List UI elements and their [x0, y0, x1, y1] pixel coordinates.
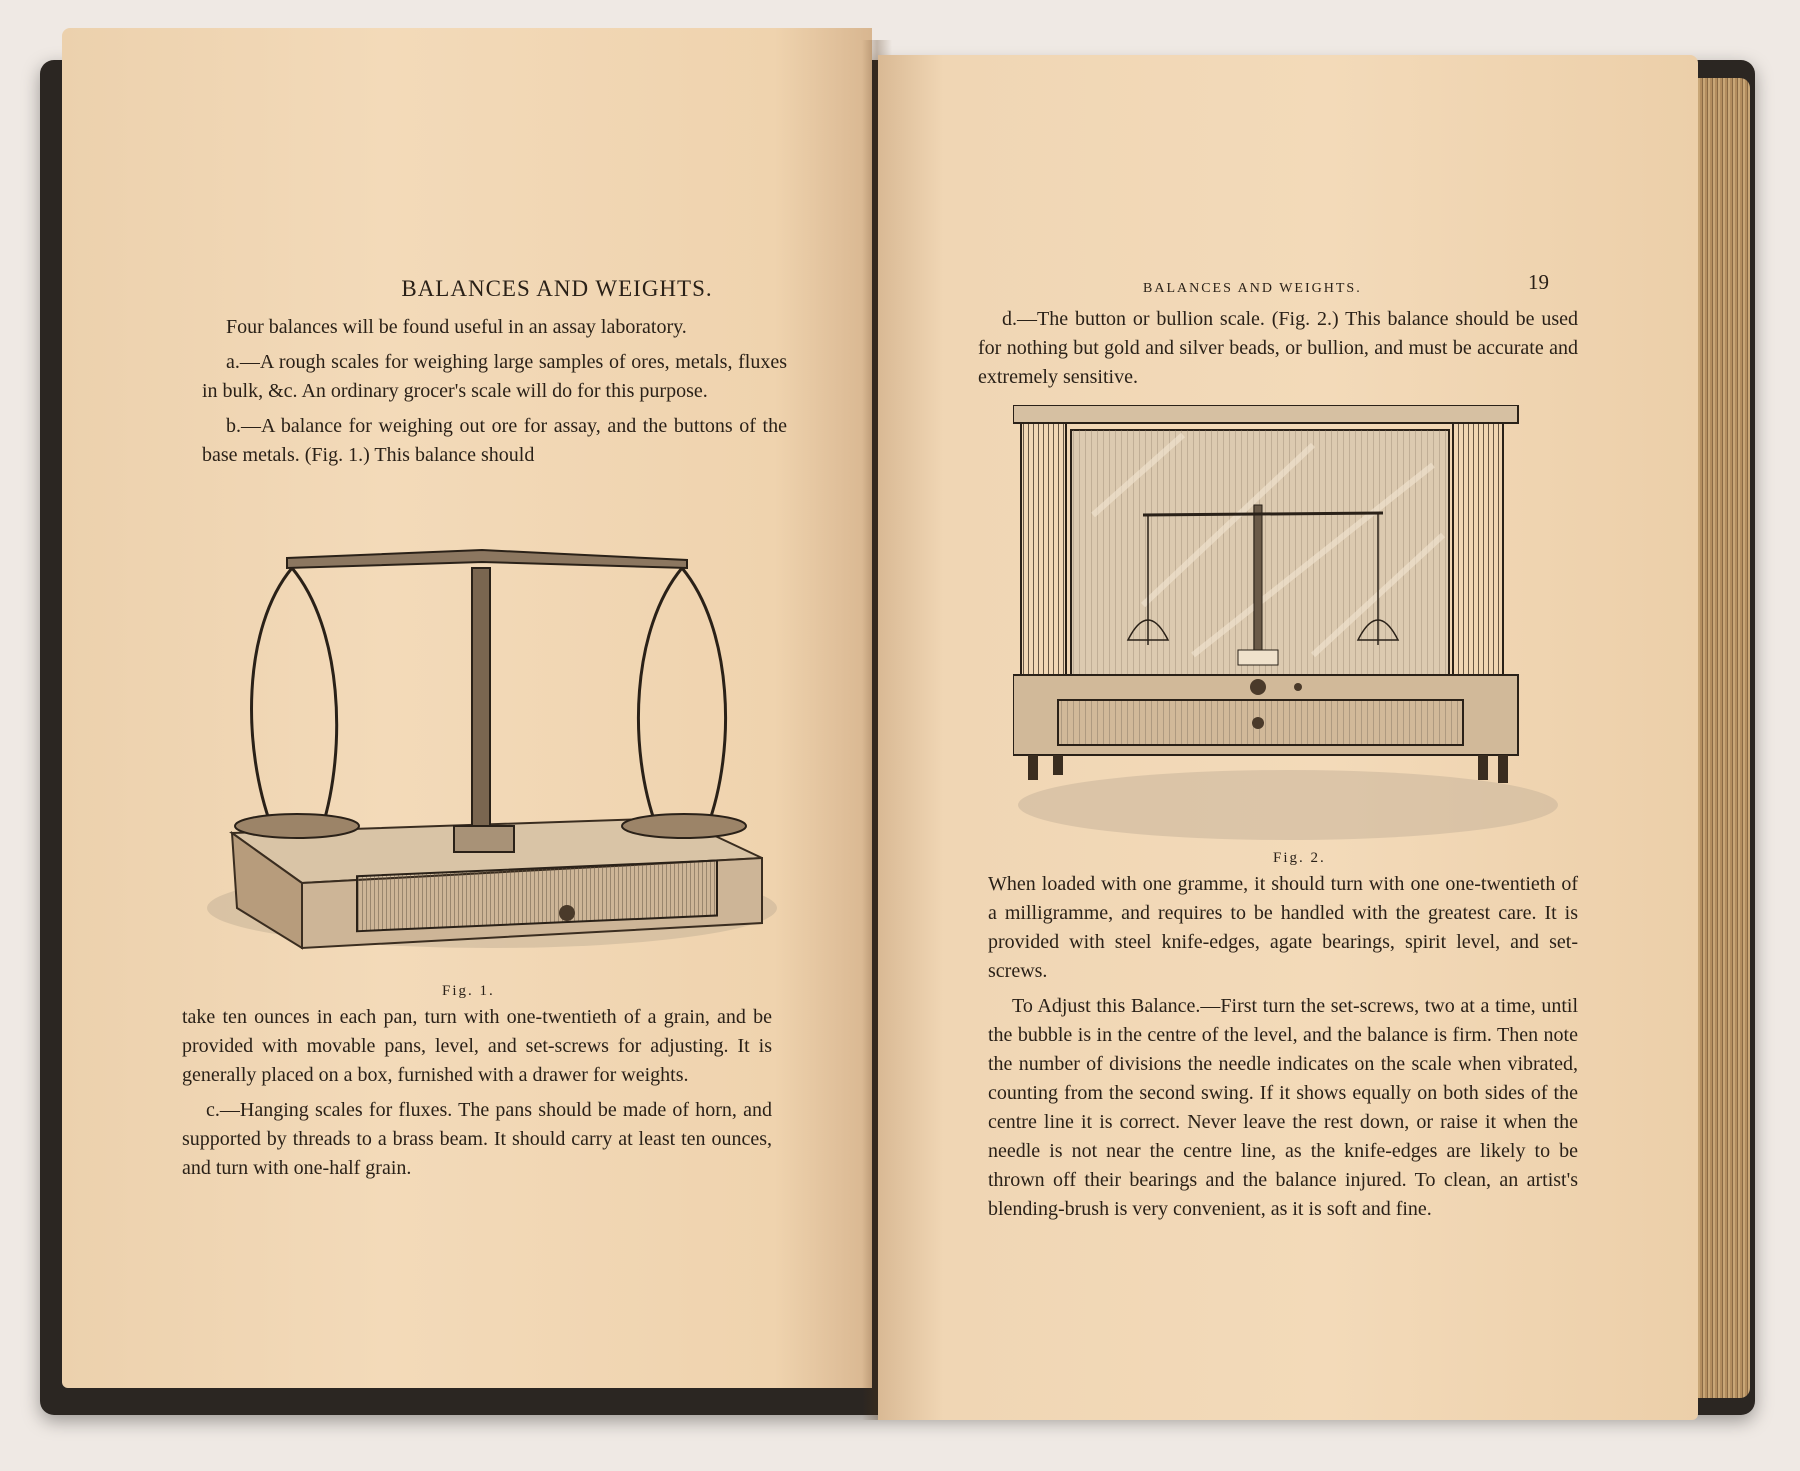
- paragraph-adjust-balance: To Adjust this Balance.—First turn the set-screws, two at a time, until the bubble is in the centre of the level, and the balance is firm. Then note the number of divisions the needle indicates on the scale when vibrated, counting from the second swing. If it shows equally on both sides of the centre line it is correct. Never leave the rest down, or raise it when the needle is not near the centre line, as the knife-edges are likely to be thrown off their bearings and the balance injured. To clean, an artist's blending-brush is very convenient, as it is soft and fine.: [988, 995, 1578, 1220]
- fig-1-assay-balance-illustration: [202, 528, 792, 968]
- running-head: BALANCES AND WEIGHTS.: [1143, 281, 1362, 296]
- fig-2-bullion-scale-illustration: [1013, 405, 1563, 845]
- page-heading: BALANCES AND WEIGHTS.: [401, 276, 713, 301]
- paragraph-d: d.—The button or bullion scale. (Fig. 2.) This balance should be used for nothing but gold and silver beads, or bullion, and must be accurate and extremely sensitive.: [978, 308, 1578, 388]
- paragraph-intro: Four balances will be found useful in an assay laboratory.: [226, 316, 687, 338]
- page-edges: [1695, 78, 1750, 1398]
- paragraph-d-continued: When loaded with one gramme, it should turn with one one-twentieth of a milligramme, and requires to be handled with the greatest care. It is provided with steel knife-edges, agate bearings, spirit level, and set-screws.: [988, 873, 1578, 982]
- paragraph-b-continued: take ten ounces in each pan, turn with one-twentieth of a grain, and be provided with movable pans, level, and set-screws for adjusting. It is generally placed on a box, furnished with a drawer for weights.: [182, 1006, 772, 1086]
- left-text-bottom: [182, 1003, 772, 1189]
- paragraph-b: b.—A balance for weighing out ore for assay, and the buttons of the base metals. (Fig. 1.) This balance should: [202, 415, 787, 466]
- paragraph-c: c.—Hanging scales for fluxes. The pans should be made of horn, and supported by threads to a brass beam. It should carry at least ten ounces, and turn with one-half grain.: [182, 1099, 772, 1179]
- left-page: [62, 28, 872, 1388]
- page-number: 19: [1528, 270, 1549, 294]
- fig-1-caption: Fig. 1.: [442, 983, 495, 999]
- right-text-top: [978, 305, 1578, 398]
- right-text-bottom: [988, 870, 1578, 1230]
- right-page: [878, 55, 1698, 1420]
- paragraph-a: a.—A rough scales for weighing large samples of ores, metals, fluxes in bulk, &c. An ordinary grocer's scale will do for this purpose.: [202, 351, 787, 402]
- left-text-top: [202, 313, 787, 476]
- fig-2-caption: Fig. 2.: [1273, 850, 1326, 866]
